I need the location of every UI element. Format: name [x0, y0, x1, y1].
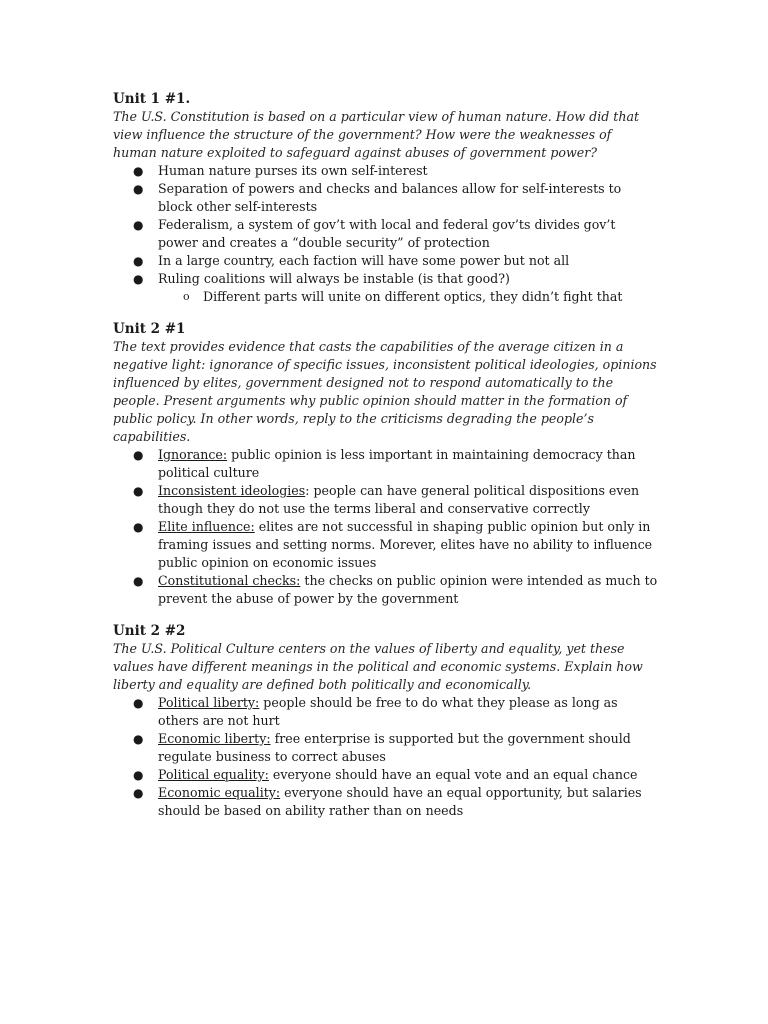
bullet-icon: ● — [133, 768, 144, 782]
answer-list — [113, 446, 658, 608]
bullet-icon: ● — [133, 254, 144, 268]
term-label: Political equality: — [158, 767, 269, 782]
list-item — [113, 766, 658, 784]
list-item — [113, 180, 658, 216]
term-label: Economic liberty: — [158, 731, 271, 746]
sub-list — [158, 288, 658, 306]
term-label: Inconsistent ideologies — [158, 483, 306, 498]
section-unit2-2 — [113, 622, 658, 820]
section-heading: Unit 1 #1. — [113, 91, 191, 107]
sub-list-item-text: Different parts will unite on different optics, they didn’t fight that — [203, 289, 623, 304]
list-item — [113, 216, 658, 252]
bullet-icon: ● — [133, 484, 144, 498]
answer-list — [113, 162, 658, 306]
list-item-text: free enterprise is supported but the government should regulate business to correct abuses — [158, 731, 631, 764]
list-item-text: the checks on public opinion were intended as much to prevent the abuse of power by the government — [158, 573, 658, 606]
section-prompt: The U.S. Political Culture centers on the values of liberty and equality, yet these values have different meanings in the political and economic systems. Explain how liberty and equality are defined both politically and economically. — [113, 641, 643, 692]
term-label: Ignorance: — [158, 447, 228, 462]
list-item — [113, 694, 658, 730]
list-item — [113, 482, 658, 518]
list-item-text: Ruling coalitions will always be instable (is that good?) — [158, 271, 510, 286]
list-item-text: Human nature purses its own self-interest — [158, 163, 428, 178]
term-label: Political liberty: — [158, 695, 260, 710]
bullet-icon: ● — [133, 218, 144, 232]
bullet-icon: ● — [133, 732, 144, 746]
section-prompt: The text provides evidence that casts the capabilities of the average citizen in a negative light: ignorance of specific issues, inconsistent political ideologies, opinions influenced by elites, government designed not to respond automatically to the people. Present arguments why public opinion should matter in the formation of public policy. In other words, reply to the criticisms degrading the people’s capabilities. — [113, 339, 657, 444]
bullet-icon: ● — [133, 272, 144, 286]
list-item-text: public opinion is less important in maintaining democracy than political culture — [158, 447, 636, 480]
section-heading: Unit 2 #2 — [113, 623, 186, 639]
list-item-text: elites are not successful in shaping public opinion but only in framing issues and setting norms. Morever, elites have no ability to influence public opinion on economic issues — [158, 519, 653, 570]
sub-list-item — [158, 288, 658, 306]
list-item — [113, 730, 658, 766]
list-item — [113, 446, 658, 482]
list-item — [113, 572, 658, 608]
bullet-icon: ● — [133, 696, 144, 710]
bullet-icon: ● — [133, 574, 144, 588]
list-item-text: people should be free to do what they please as long as others are not hurt — [158, 695, 618, 728]
section-prompt: The U.S. Constitution is based on a particular view of human nature. How did that view influence the structure of the government? How were the weaknesses of human nature exploited to safeguard against abuses of government power? — [113, 109, 640, 160]
list-item — [113, 162, 658, 180]
term-label: Constitutional checks: — [158, 573, 301, 588]
bullet-icon: ● — [133, 448, 144, 462]
list-item-text: Separation of powers and checks and balances allow for self-interests to block other self-interests — [158, 181, 622, 214]
bullet-icon: ● — [133, 520, 144, 534]
term-label: Elite influence: — [158, 519, 255, 534]
list-item-text: In a large country, each faction will have some power but not all — [158, 253, 570, 268]
section-unit1-1 — [113, 90, 658, 306]
bullet-icon: ● — [133, 786, 144, 800]
list-item — [113, 784, 658, 820]
list-item-text: everyone should have an equal opportunity, but salaries should be based on ability rather than on needs — [158, 785, 642, 818]
term-label: Economic equality: — [158, 785, 281, 800]
list-item-text: everyone should have an equal vote and an equal chance — [268, 767, 638, 782]
document-page — [113, 90, 658, 834]
bullet-icon: ● — [133, 182, 144, 196]
list-item — [113, 518, 658, 572]
list-item — [113, 252, 658, 270]
section-unit2-1 — [113, 320, 658, 608]
answer-list — [113, 694, 658, 820]
list-item-text: : people can have general political dispositions even though they do not use the terms liberal and conservative correctly — [158, 483, 640, 516]
hollow-bullet-icon: o — [183, 290, 190, 303]
section-heading: Unit 2 #1 — [113, 321, 186, 337]
bullet-icon: ● — [133, 164, 144, 178]
list-item-text: Federalism, a system of gov’t with local and federal gov’ts divides gov’t power and creates a “double security” of protection — [158, 217, 616, 250]
list-item — [113, 270, 658, 306]
